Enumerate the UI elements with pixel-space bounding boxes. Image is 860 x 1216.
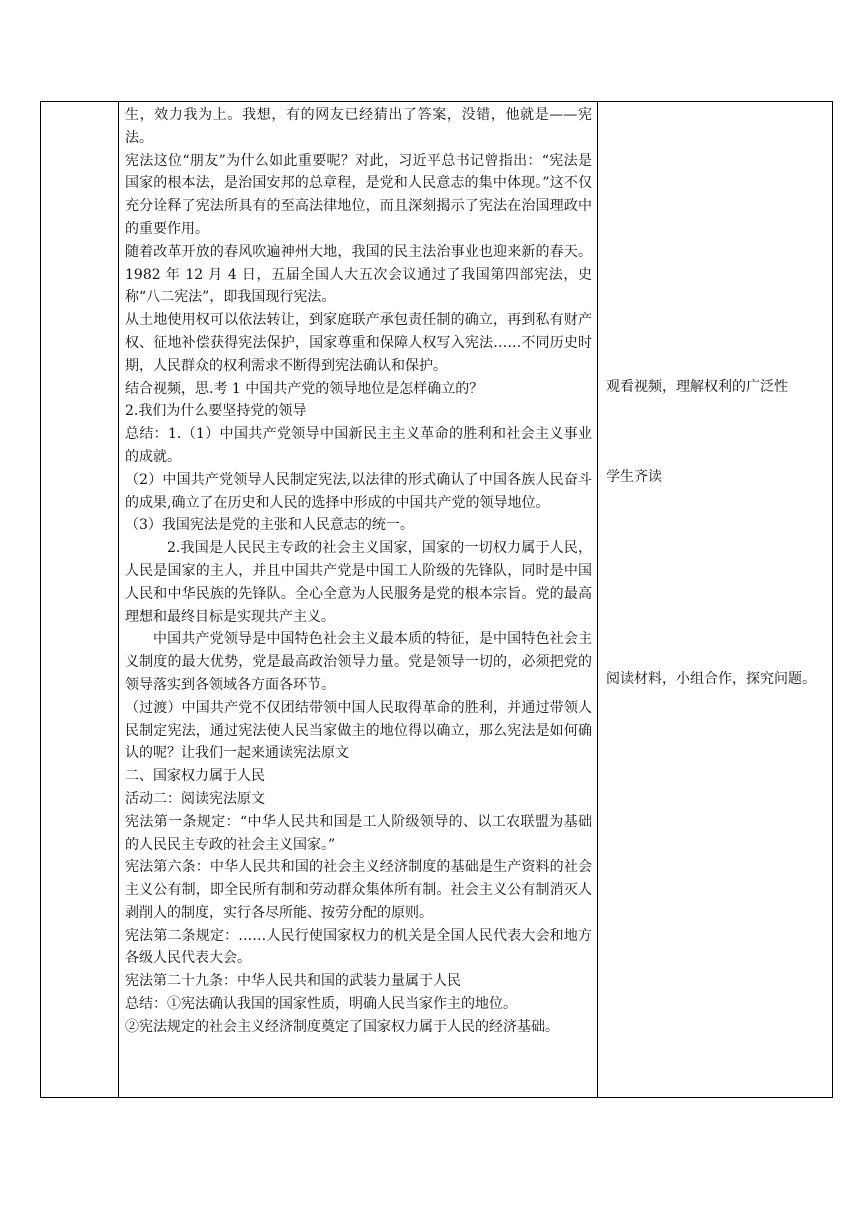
constitution-article: 宪法第二条规定：……人民行使国家权力的机关是全国人民代表大会和地方各级人民代表大会。 (125, 927, 592, 967)
content-paragraph: 随着改革开放的春风吹遍神州大地，我国的民主法治事业也迎来新的春天。1982 年 12 月 4 日，五届全国人大五次会议通过了我国第四部宪法，史称“八二宪法”，即我国现行宪法。 (125, 243, 592, 306)
lesson-plan-table (40, 101, 833, 1098)
section-heading: 二、国家权力属于人民 (125, 768, 265, 785)
summary-paragraph: ②宪法规定的社会主义经济制度奠定了国家权力属于人民的经济基础。 (125, 1018, 559, 1035)
student-activity-note: 观看视频，理解权利的广泛性 (606, 379, 788, 395)
constitution-article: 宪法第一条规定：“中华人民共和国是工人阶级领导的、以工农联盟为基础的人民民主专政的社会主义国家。” (125, 813, 592, 853)
activity-heading: 活动二：阅读宪法原文 (125, 790, 265, 807)
content-paragraph: 宪法这位“朋友”为什么如此重要呢？对此，习近平总书记曾指出：“宪法是国家的根本法，是治国安邦的总章程，是党和人民意志的集中体现。”这不仅充分诠释了宪法所具有的至高法律地位，而且深刻揭示了宪法在治国理政中的重要作用。 (125, 152, 592, 237)
student-activity-note: 学生齐读 (606, 469, 662, 485)
summary-paragraph: （2）中国共产党领导人民制定宪法,以法律的形式确认了中国各族人民奋斗的成果,确立了在历史和人民的选择中形成的中国共产党的领导地位。 (125, 471, 592, 511)
teaching-stage-cell (41, 102, 119, 1098)
summary-paragraph: （3）我国宪法是党的主张和人民意志的统一。 (125, 517, 414, 534)
student-activity-note: 阅读材料，小组合作，探究问题。 (606, 671, 816, 687)
teaching-content-cell (119, 102, 598, 1098)
summary-paragraph: 总结：1.（1）中国共产党领导中国新民主主义革命的胜利和社会主义事业的成就。 (125, 426, 592, 465)
content-paragraph: 生，效力我为上。我想，有的网友已经猜出了答案，没错，他就是——宪法。 (125, 107, 592, 146)
content-paragraph: 2.我国是人民民主专政的社会主义国家，国家的一切权力属于人民，人民是国家的主人，并且中国共产党是中国工人阶级的先锋队，同时是中国人民和中华民族的先锋队。全心全意为人民服务是党的根本宗旨。党的最高理想和最终目标是实现共产主义。 (125, 540, 592, 625)
transition-paragraph: （过渡）中国共产党不仅团结带领中国人民取得革命的胜利，并通过带领人民制定宪法，通过宪法使人民当家做主的地位得以确立，那么宪法是如何确认的呢？让我们一起来通读宪法原文 (125, 699, 592, 762)
summary-paragraph: 总结：①宪法确认我国的国家性质，明确人民当家作主的地位。 (125, 996, 517, 1013)
table-row (41, 102, 833, 1098)
constitution-article: 宪法第二十九条：中华人民共和国的武装力量属于人民 (125, 973, 461, 990)
content-paragraph: 结合视频，思.考 1 中国共产党的领导地位是怎样确立的？ (125, 380, 484, 397)
content-paragraph: 从土地使用权可以依法转让，到家庭联产承包责任制的确立，再到私有财产权、征地补偿获得宪法保护，国家尊重和保障人权写入宪法……不同历史时期，人民群众的权利需求不断得到宪法确认和保护。 (125, 312, 592, 374)
content-paragraph: 2.我们为什么要坚持党的领导 (125, 403, 307, 420)
content-paragraph: 中国共产党领导是中国特色社会主义最本质的特征，是中国特色社会主义制度的最大优势，党是最高政治领导力量。党是领导一切的，必须把党的领导落实到各领域各方面各环节。 (125, 631, 592, 693)
student-activity-cell (598, 102, 833, 1098)
constitution-article: 宪法第六条：中华人民共和国的社会主义经济制度的基础是生产资料的社会主义公有制，即全民所有制和劳动群众集体所有制。社会主义公有制消灭人剥削人的制度，实行各尽所能、按劳分配的原则。 (125, 859, 592, 921)
